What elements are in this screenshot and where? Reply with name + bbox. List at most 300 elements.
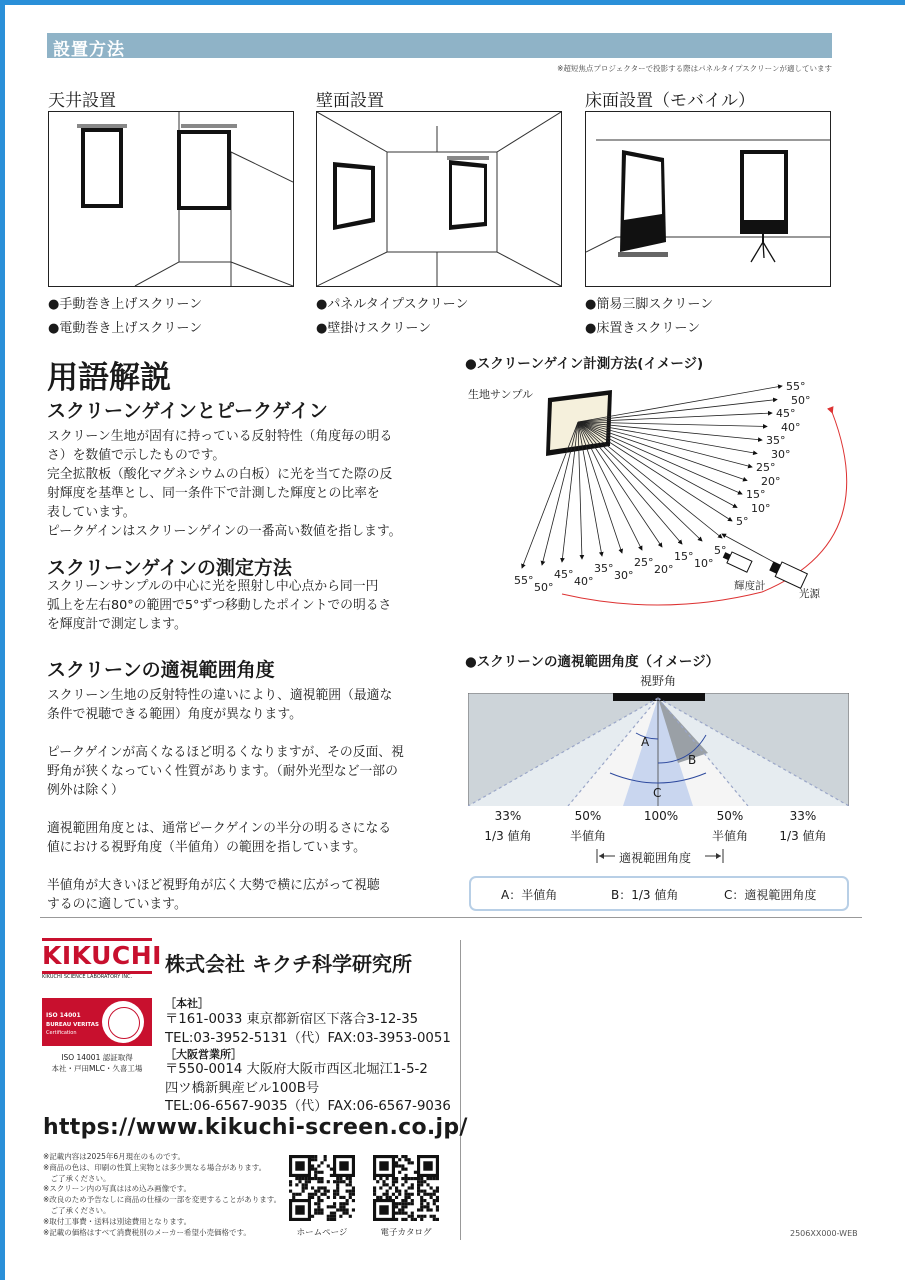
qr-module <box>401 1205 404 1208</box>
label-c: C <box>653 786 662 800</box>
qr-module <box>436 1199 439 1202</box>
qr-module <box>430 1186 433 1189</box>
measure-heading: スクリーンゲインの測定方法 <box>47 557 292 579</box>
qr-module <box>333 1196 336 1199</box>
qr-module <box>333 1205 336 1208</box>
qr-module <box>342 1205 345 1208</box>
qr-module <box>302 1177 305 1180</box>
qr-module <box>330 1168 333 1171</box>
qr-finder <box>423 1161 432 1170</box>
qr-module <box>320 1171 323 1174</box>
range-arrow <box>595 847 725 865</box>
bullet-manual-screen: ●手動巻き上げスクリーン <box>48 297 203 312</box>
qr-homepage-label: ホームページ <box>296 1228 348 1238</box>
qr-module <box>339 1208 342 1211</box>
qr-module <box>426 1193 429 1196</box>
angle-label-bottom: 50° <box>534 581 554 594</box>
qr-module <box>320 1177 323 1180</box>
qr-module <box>430 1177 433 1180</box>
qr-module <box>420 1202 423 1205</box>
view-percent-row <box>468 809 849 843</box>
qr-module <box>289 1190 292 1193</box>
qr-module <box>392 1183 395 1186</box>
ray-bottom <box>578 422 702 541</box>
qr-module <box>324 1155 327 1158</box>
qr-module <box>339 1202 342 1205</box>
qr-module <box>426 1177 429 1180</box>
qr-module <box>423 1193 426 1196</box>
qr-module <box>417 1190 420 1193</box>
qr-module <box>423 1180 426 1183</box>
pct-50-right: 50% <box>716 809 744 823</box>
qr-module <box>376 1180 379 1183</box>
qr-module <box>386 1190 389 1193</box>
angle-label-right: 40° <box>781 420 801 434</box>
qr-module <box>398 1171 401 1174</box>
pct-33-left: 33% <box>494 809 522 823</box>
qr-module <box>317 1171 320 1174</box>
qr-module <box>314 1155 317 1158</box>
section-header-bar <box>47 33 832 58</box>
qr-module <box>420 1218 423 1221</box>
qr-module <box>349 1180 352 1183</box>
qr-module <box>395 1196 398 1199</box>
qr-module <box>314 1168 317 1171</box>
qr-module <box>308 1177 311 1180</box>
qr-module <box>392 1193 395 1196</box>
qr-homepage[interactable] <box>289 1155 355 1221</box>
qr-module <box>346 1183 349 1186</box>
qr-module <box>317 1177 320 1180</box>
qr-module <box>420 1205 423 1208</box>
qr-module <box>411 1212 414 1215</box>
qr-module <box>342 1196 345 1199</box>
qr-module <box>336 1190 339 1193</box>
pct-33-right: 33% <box>789 809 817 823</box>
footer-divider <box>40 917 862 918</box>
angle-label-right: 5° <box>736 515 749 528</box>
qr-module <box>336 1177 339 1180</box>
qr-module <box>401 1218 404 1221</box>
qr-module <box>395 1177 398 1180</box>
qr-module <box>398 1208 401 1211</box>
qr-module <box>311 1168 314 1171</box>
qr-module <box>392 1177 395 1180</box>
footnotes: ※記載内容は2025年6月現在のものです。 ※商品の色は、印刷の性質上実物とは多少異なる場合があります。 ご了承ください。 ※スクリーン内の写真ははめ込み画像です。 ※改良のため予告なしに商品の仕様の一部を変更することがあります。 ご了承ください。 ※取付工事費・送料は別途費用となります。 ※記載の価格はすべて消費税別のメーカー希望小売価格です。 <box>43 1152 282 1237</box>
qr-module <box>433 1177 436 1180</box>
qr-module <box>298 1193 301 1196</box>
qr-module <box>379 1196 382 1199</box>
angle-label-right: 35° <box>766 434 786 447</box>
qr-module <box>426 1205 429 1208</box>
wall-illustration <box>316 111 562 287</box>
qr-module <box>414 1171 417 1174</box>
qr-module <box>395 1218 398 1221</box>
qr-module <box>311 1164 314 1167</box>
label-a: A <box>641 735 650 749</box>
qr-module <box>373 1193 376 1196</box>
qr-module <box>333 1218 336 1221</box>
qr-module <box>317 1180 320 1183</box>
angle-label-bottom: 15° <box>674 550 694 563</box>
qr-module <box>330 1218 333 1221</box>
qr-finder <box>339 1161 348 1170</box>
install-floor-title: 床面設置（モバイル） <box>585 91 755 111</box>
angle-label-bottom: 20° <box>654 563 674 576</box>
company-name: 株式会社 キクチ科学研究所 <box>165 952 412 976</box>
qr-module <box>382 1183 385 1186</box>
qr-module <box>379 1186 382 1189</box>
install-wall-title: 壁面設置 <box>316 91 384 111</box>
qr-module <box>404 1212 407 1215</box>
qr-module <box>305 1177 308 1180</box>
qr-module <box>292 1193 295 1196</box>
qr-module <box>339 1215 342 1218</box>
qr-module <box>302 1183 305 1186</box>
angle-label-bottom: 45° <box>554 568 574 581</box>
qr-catalog[interactable] <box>373 1155 439 1221</box>
qr-module <box>373 1177 376 1180</box>
gain-heading: スクリーンゲインとピークゲイン <box>47 400 328 422</box>
qr-module <box>308 1196 311 1199</box>
qr-module <box>349 1193 352 1196</box>
qr-module <box>320 1208 323 1211</box>
qr-module <box>411 1199 414 1202</box>
qr-module <box>386 1183 389 1186</box>
qr-module <box>311 1186 314 1189</box>
angle-label-right: 50° <box>791 393 811 407</box>
angle-label-right: 45° <box>776 407 796 420</box>
qr-module <box>436 1190 439 1193</box>
gain-measurement-figure <box>462 372 862 612</box>
qr-catalog-label: 電子カタログ <box>380 1228 432 1238</box>
qr-module <box>333 1212 336 1215</box>
qr-module <box>346 1208 349 1211</box>
qr-module <box>430 1193 433 1196</box>
qr-module <box>426 1202 429 1205</box>
qr-module <box>339 1177 342 1180</box>
qr-module <box>311 1193 314 1196</box>
floor-illustration <box>585 111 831 287</box>
sample-label: 生地サンプル <box>468 388 534 401</box>
qr-module <box>311 1177 314 1180</box>
qr-module <box>376 1196 379 1199</box>
legend-b: B：1/3 値角 <box>611 888 679 902</box>
qr-module <box>311 1158 314 1161</box>
qr-module <box>336 1183 339 1186</box>
qr-module <box>414 1177 417 1180</box>
qr-module <box>411 1186 414 1189</box>
qr-module <box>333 1202 336 1205</box>
qr-module <box>398 1164 401 1167</box>
angle-label-right: 25° <box>756 461 776 474</box>
qr-module <box>302 1186 305 1189</box>
qr-module <box>330 1215 333 1218</box>
qr-module <box>420 1215 423 1218</box>
qr-module <box>401 1202 404 1205</box>
qr-module <box>305 1186 308 1189</box>
qr-module <box>333 1180 336 1183</box>
qr-module <box>342 1202 345 1205</box>
qr-module <box>320 1193 323 1196</box>
qr-module <box>324 1186 327 1189</box>
qr-module <box>420 1180 423 1183</box>
qr-module <box>411 1161 414 1164</box>
qr-module <box>305 1180 308 1183</box>
qr-module <box>401 1183 404 1186</box>
bullet-floor-screen: ●床置きスクリーン <box>585 321 701 336</box>
qr-module <box>339 1205 342 1208</box>
qr-module <box>314 1190 317 1193</box>
qr-module <box>336 1180 339 1183</box>
measure-paragraph: スクリーンサンプルの中心に光を照射し中心点から同一円 弧上を左右80°の範囲で5°ずつ移動したポイントでの明るさ を輝度計で測定します。 <box>47 579 392 632</box>
qr-module <box>411 1218 414 1221</box>
qr-module <box>289 1180 292 1183</box>
bullet-panel-screen: ●パネルタイプスクリーン <box>316 297 469 312</box>
angle-label-bottom: 55° <box>514 574 534 587</box>
pct-100: 100% <box>643 809 679 823</box>
qr-module <box>398 1158 401 1161</box>
qr-module <box>320 1161 323 1164</box>
ceiling-illustration <box>48 111 294 287</box>
qr-module <box>333 1190 336 1193</box>
qr-module <box>408 1202 411 1205</box>
qr-module <box>352 1193 355 1196</box>
angle-label-right: 15° <box>746 488 766 501</box>
qr-module <box>314 1174 317 1177</box>
qr-module <box>417 1186 420 1189</box>
qr-module <box>411 1183 414 1186</box>
qr-module <box>336 1186 339 1189</box>
qr-module <box>408 1196 411 1199</box>
qr-module <box>433 1218 436 1221</box>
qr-module <box>314 1208 317 1211</box>
qr-module <box>327 1180 330 1183</box>
qr-module <box>314 1193 317 1196</box>
qr-module <box>382 1193 385 1196</box>
qr-module <box>311 1215 314 1218</box>
qr-module <box>339 1180 342 1183</box>
qr-module <box>342 1208 345 1211</box>
ray-bottom <box>578 422 722 538</box>
qr-module <box>404 1196 407 1199</box>
qr-module <box>395 1155 398 1158</box>
qr-module <box>373 1186 376 1189</box>
qr-module <box>324 1190 327 1193</box>
view-angle-diagram <box>468 693 849 806</box>
qr-module <box>395 1190 398 1193</box>
qr-module <box>395 1186 398 1189</box>
qr-module <box>401 1199 404 1202</box>
angle-label-bottom: 35° <box>594 562 614 575</box>
qr-module <box>320 1186 323 1189</box>
qr-module <box>327 1205 330 1208</box>
qr-module <box>423 1215 426 1218</box>
qr-module <box>404 1158 407 1161</box>
head-office-address: 〒161-0033 東京都新宿区下落合3-12-35 TEL:03-3952-5131（代）FAX:03-3953-0051 <box>165 1012 451 1046</box>
qr-module <box>346 1190 349 1193</box>
head-office-label: ［本社］ <box>165 997 209 1010</box>
qr-module <box>411 1177 414 1180</box>
qr-module <box>389 1196 392 1199</box>
qr-module <box>314 1202 317 1205</box>
iso-note: ISO 14001 認証取得 本社・戸田MLC・久喜工場 <box>51 1053 143 1073</box>
qr-module <box>292 1196 295 1199</box>
qr-module <box>349 1215 352 1218</box>
qr-module <box>423 1205 426 1208</box>
qr-module <box>404 1168 407 1171</box>
qr-module <box>417 1208 420 1211</box>
qr-module <box>349 1190 352 1193</box>
qr-module <box>317 1199 320 1202</box>
qr-module <box>417 1183 420 1186</box>
qr-module <box>324 1193 327 1196</box>
qr-module <box>333 1193 336 1196</box>
light-source-label: 光源 <box>799 588 820 600</box>
qr-module <box>324 1158 327 1161</box>
qr-module <box>404 1199 407 1202</box>
angle-label-right: 10° <box>751 501 771 515</box>
qr-module <box>411 1202 414 1205</box>
qr-module <box>404 1190 407 1193</box>
kikuchi-logo: KIKUCHI KIKUCHI SCIENCE LABORATORY INC. <box>42 938 152 978</box>
qr-module <box>305 1183 308 1186</box>
qr-module <box>327 1196 330 1199</box>
qr-module <box>433 1190 436 1193</box>
qr-module <box>436 1208 439 1211</box>
qr-module <box>317 1196 320 1199</box>
qr-module <box>433 1202 436 1205</box>
qr-module <box>401 1155 404 1158</box>
qr-module <box>320 1212 323 1215</box>
qr-module <box>420 1208 423 1211</box>
qr-module <box>386 1196 389 1199</box>
qr-module <box>401 1164 404 1167</box>
qr-module <box>289 1183 292 1186</box>
qr-module <box>417 1180 420 1183</box>
qr-module <box>423 1190 426 1193</box>
qr-module <box>314 1158 317 1161</box>
qr-module <box>404 1177 407 1180</box>
qr-module <box>349 1196 352 1199</box>
qr-module <box>308 1180 311 1183</box>
qr-module <box>389 1186 392 1189</box>
qr-module <box>417 1215 420 1218</box>
qr-finder <box>379 1161 388 1170</box>
qr-module <box>317 1186 320 1189</box>
qr-module <box>411 1193 414 1196</box>
qr-module <box>433 1199 436 1202</box>
qr-module <box>408 1158 411 1161</box>
qr-module <box>330 1174 333 1177</box>
qr-module <box>408 1177 411 1180</box>
qr-module <box>317 1190 320 1193</box>
qr-module <box>420 1177 423 1180</box>
install-ceiling-title: 天井設置 <box>48 91 116 111</box>
angle-label-bottom: 10° <box>694 557 714 570</box>
bullet-wall-screen: ●壁掛けスクリーン <box>316 321 432 336</box>
qr-module <box>417 1177 420 1180</box>
angle-label-right: 55° <box>786 380 806 393</box>
qr-module <box>386 1177 389 1180</box>
qr-module <box>408 1193 411 1196</box>
qr-module <box>314 1177 317 1180</box>
angle-label-right: 30° <box>771 447 791 461</box>
qr-module <box>426 1208 429 1211</box>
qr-module <box>333 1215 336 1218</box>
qr-module <box>420 1196 423 1199</box>
qr-module <box>436 1186 439 1189</box>
qr-module <box>420 1183 423 1186</box>
angle-label-bottom: 30° <box>614 569 634 582</box>
qr-module <box>327 1190 330 1193</box>
iso-badge: ISO 14001 BUREAU VERITAS Certification <box>42 998 152 1046</box>
qr-module <box>404 1218 407 1221</box>
qr-module <box>411 1215 414 1218</box>
qr-module <box>395 1212 398 1215</box>
qr-module <box>398 1190 401 1193</box>
ray-right <box>578 422 732 521</box>
qr-module <box>401 1177 404 1180</box>
qr-module <box>311 1196 314 1199</box>
qr-module <box>295 1183 298 1186</box>
angle-label-bottom: 25° <box>634 556 654 569</box>
document-code: 2506XX000-WEB <box>790 1229 858 1238</box>
qr-module <box>317 1208 320 1211</box>
qr-module <box>349 1177 352 1180</box>
qr-module <box>436 1196 439 1199</box>
qr-module <box>317 1205 320 1208</box>
angle-half-right: 半値角 <box>711 829 748 843</box>
qr-module <box>408 1215 411 1218</box>
qr-module <box>373 1190 376 1193</box>
qr-finder <box>295 1161 304 1170</box>
qr-module <box>404 1174 407 1177</box>
qr-module <box>436 1218 439 1221</box>
qr-finder <box>295 1205 304 1214</box>
qr-module <box>346 1212 349 1215</box>
qr-module <box>398 1212 401 1215</box>
qr-module <box>404 1193 407 1196</box>
osaka-address: 〒550-0014 大阪府大阪市西区北堀江1-5-2 四ツ橋新興産ビル100B号 TEL:06-6567-9035（代）FAX:06-6567-9036 <box>165 1062 451 1114</box>
qr-module <box>346 1177 349 1180</box>
qr-module <box>314 1212 317 1215</box>
qr-module <box>426 1183 429 1186</box>
angle-third-left: 1/3 値角 <box>484 829 532 843</box>
meter-label: 輝度計 <box>734 580 766 592</box>
qr-module <box>379 1177 382 1180</box>
qr-module <box>414 1218 417 1221</box>
legend-a: A：半値角 <box>501 888 558 902</box>
qr-module <box>395 1164 398 1167</box>
qr-module <box>392 1180 395 1183</box>
website-url[interactable]: https://www.kikuchi-screen.co.jp/ <box>43 1115 468 1140</box>
qr-module <box>346 1202 349 1205</box>
qr-module <box>320 1199 323 1202</box>
qr-module <box>436 1205 439 1208</box>
qr-module <box>352 1199 355 1202</box>
qr-finder <box>379 1205 388 1214</box>
view-figure-title: ●スクリーンの適視範囲角度（イメージ） <box>465 654 720 670</box>
qr-module <box>330 1212 333 1215</box>
qr-module <box>352 1186 355 1189</box>
qr-module <box>339 1196 342 1199</box>
qr-module <box>395 1202 398 1205</box>
qr-module <box>314 1171 317 1174</box>
qr-module <box>404 1202 407 1205</box>
qr-module <box>302 1190 305 1193</box>
section-title: 設置方法 <box>53 40 125 60</box>
